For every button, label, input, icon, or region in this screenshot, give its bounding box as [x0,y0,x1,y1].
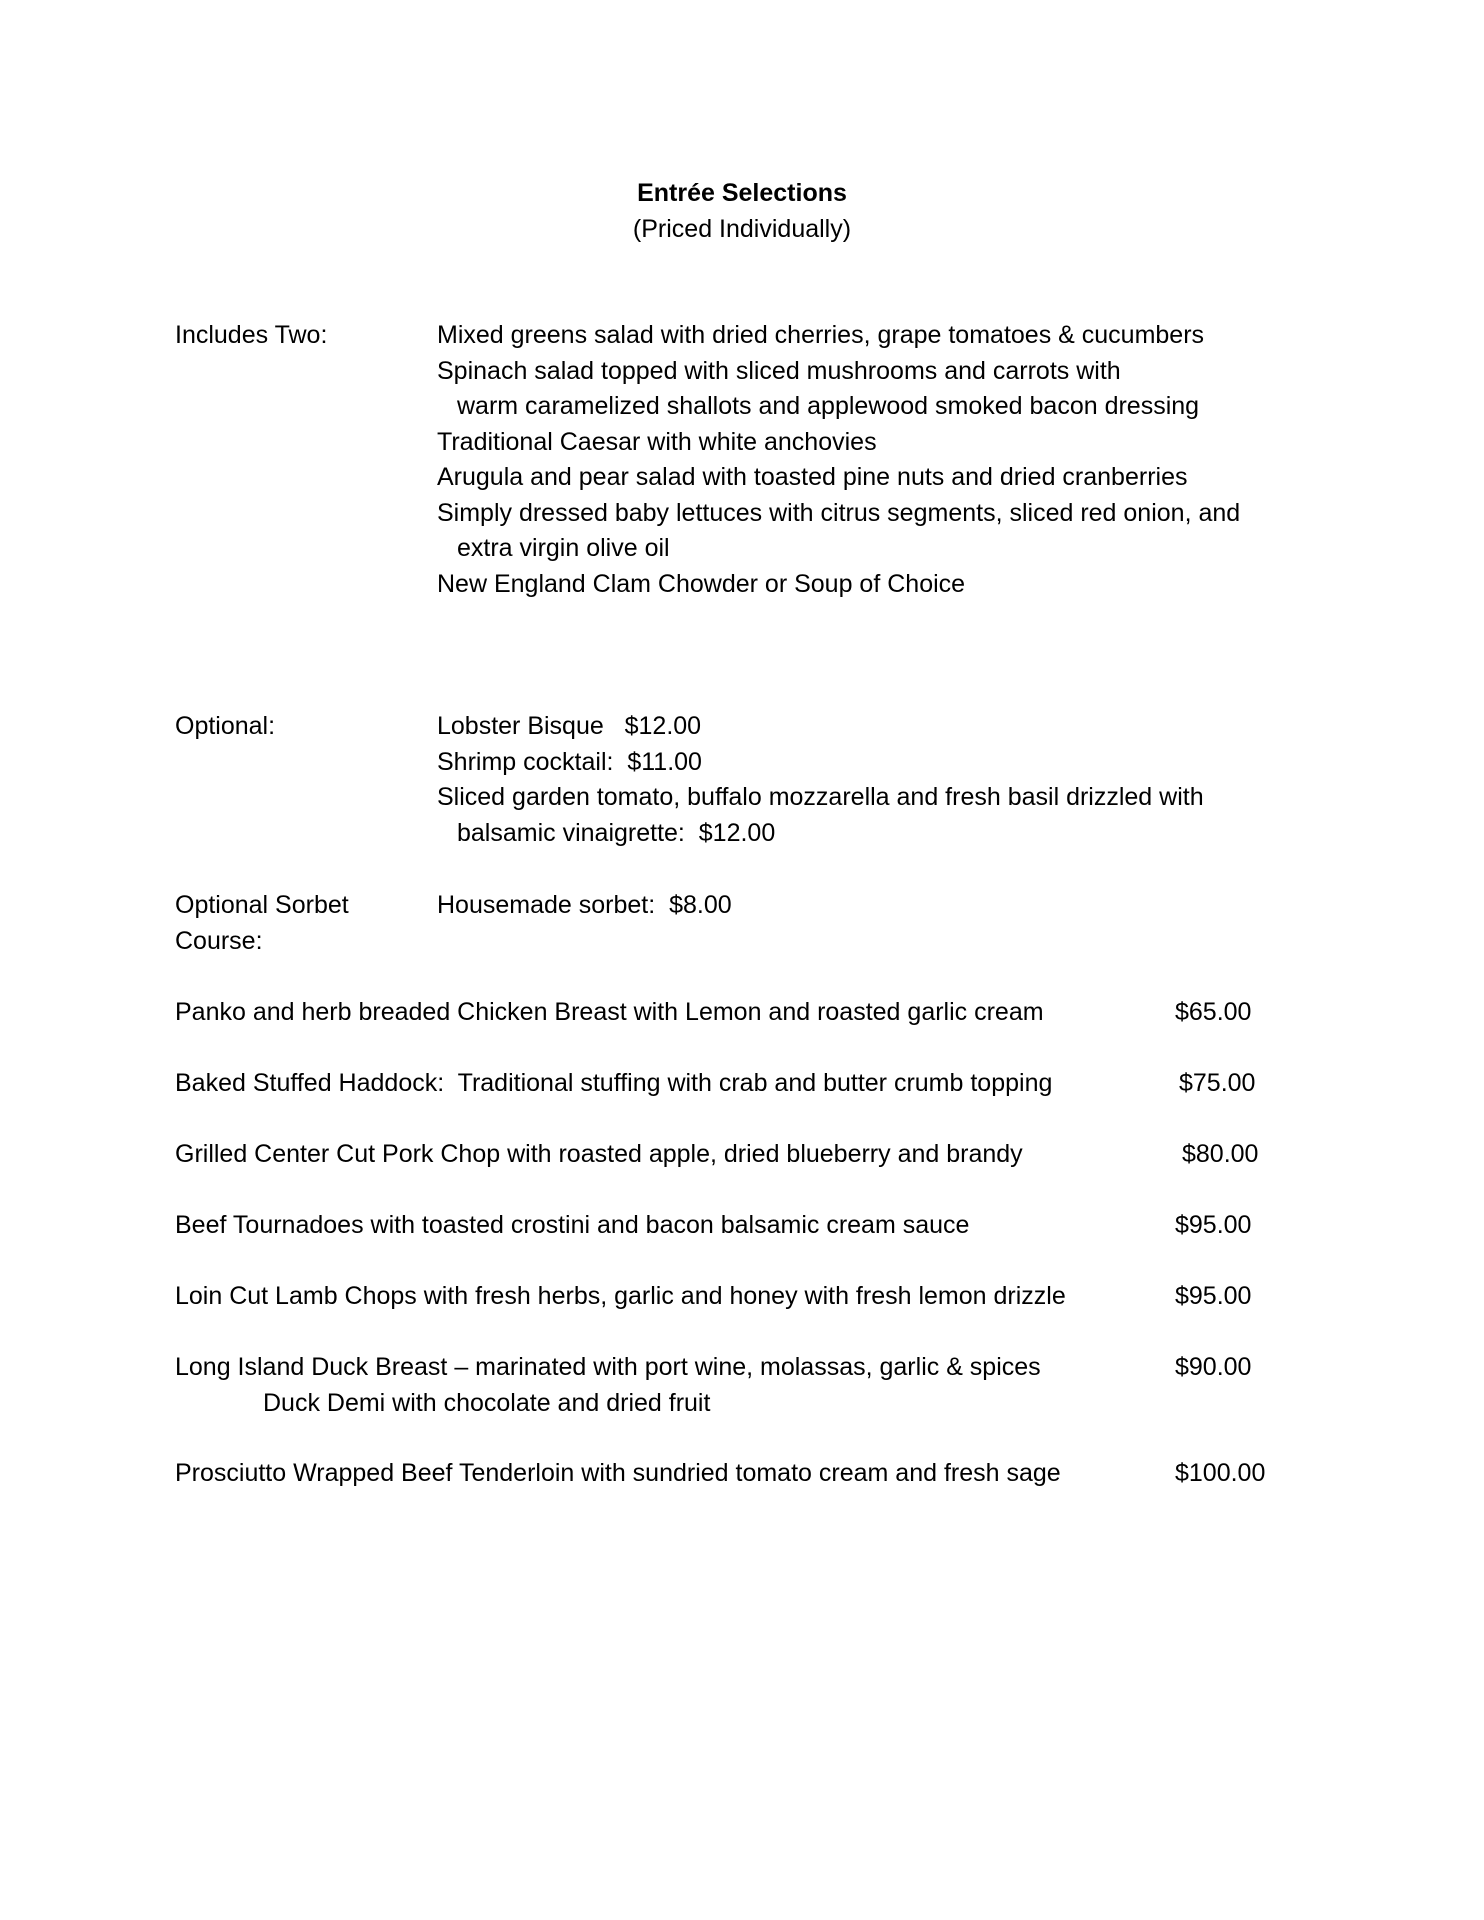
list-item-continuation: warm caramelized shallots and applewood smoked bacon dressing [457,392,1200,420]
optional-label: Optional: [175,712,276,740]
list-item: Sliced garden tomato, buffalo mozzarella and fresh basil drizzled with [437,783,1204,811]
list-item-continuation: extra virgin olive oil [457,534,670,562]
list-item: New England Clam Chowder or Soup of Choice [437,569,966,598]
optional-list [437,709,1317,851]
entree-row [175,995,1325,1031]
list-item: Housemade sorbet: $8.00 [437,891,732,919]
entree-name: Prosciutto Wrapped Beef Tenderloin with sundried tomato cream and fresh sage [175,1459,1061,1487]
list-item: Arugula and pear salad with toasted pine nuts and dried cranberries [437,463,1188,491]
list-item: Mixed greens salad with dried cherries, grape tomatoes & cucumbers [437,321,1205,349]
list-item: Shrimp cocktail: $11.00 [437,747,702,776]
entree-row [175,1350,1325,1421]
entree-price: $95.00 [1175,1282,1252,1310]
page-subtitle: (Priced Individually) [632,214,852,243]
entree-description: Duck Demi with chocolate and dried fruit [263,1388,711,1417]
entree-price: $90.00 [1175,1353,1252,1381]
entree-name: Baked Stuffed Haddock: Traditional stuffing with crab and butter crumb topping [175,1069,1053,1097]
entree-name: Long Island Duck Breast – marinated with port wine, molassas, garlic & spices [175,1353,1041,1381]
sorbet-list [437,888,1317,924]
list-item: Spinach salad topped with sliced mushrooms and carrots with [437,356,1121,385]
entree-row [175,1279,1325,1315]
entree-price: $100.00 [1175,1459,1266,1487]
list-item: Simply dressed baby lettuces with citrus segments, sliced red onion, and [437,498,1241,527]
entree-price: $95.00 [1175,1211,1252,1239]
entree-name: Loin Cut Lamb Chops with fresh herbs, garlic and honey with fresh lemon drizzle [175,1282,1066,1310]
includes-list [437,318,1317,602]
list-item: Traditional Caesar with white anchovies [437,427,877,456]
entree-name: Panko and herb breaded Chicken Breast with Lemon and roasted garlic cream [175,998,1044,1026]
entree-row [175,1137,1325,1173]
list-item-continuation: balsamic vinaigrette: $12.00 [457,818,776,847]
entree-price: $75.00 [1179,1069,1256,1097]
includes-label: Includes Two: [175,321,328,349]
page-header [0,176,1484,247]
entree-price: $80.00 [1182,1140,1259,1168]
sorbet-label-line: Optional Sorbet [175,891,349,919]
entree-row [175,1208,1325,1244]
entree-row [175,1066,1325,1102]
list-item: Lobster Bisque $12.00 [437,712,702,740]
entree-price: $65.00 [1175,998,1252,1026]
entree-name: Grilled Center Cut Pork Chop with roasted apple, dried blueberry and brandy [175,1140,1023,1168]
sorbet-label-line: Course: [175,926,263,955]
entree-name: Beef Tournadoes with toasted crostini and bacon balsamic cream sauce [175,1211,970,1239]
entree-row [175,1456,1325,1492]
sorbet-label [175,888,415,959]
page-title: Entrée Selections [637,179,847,207]
